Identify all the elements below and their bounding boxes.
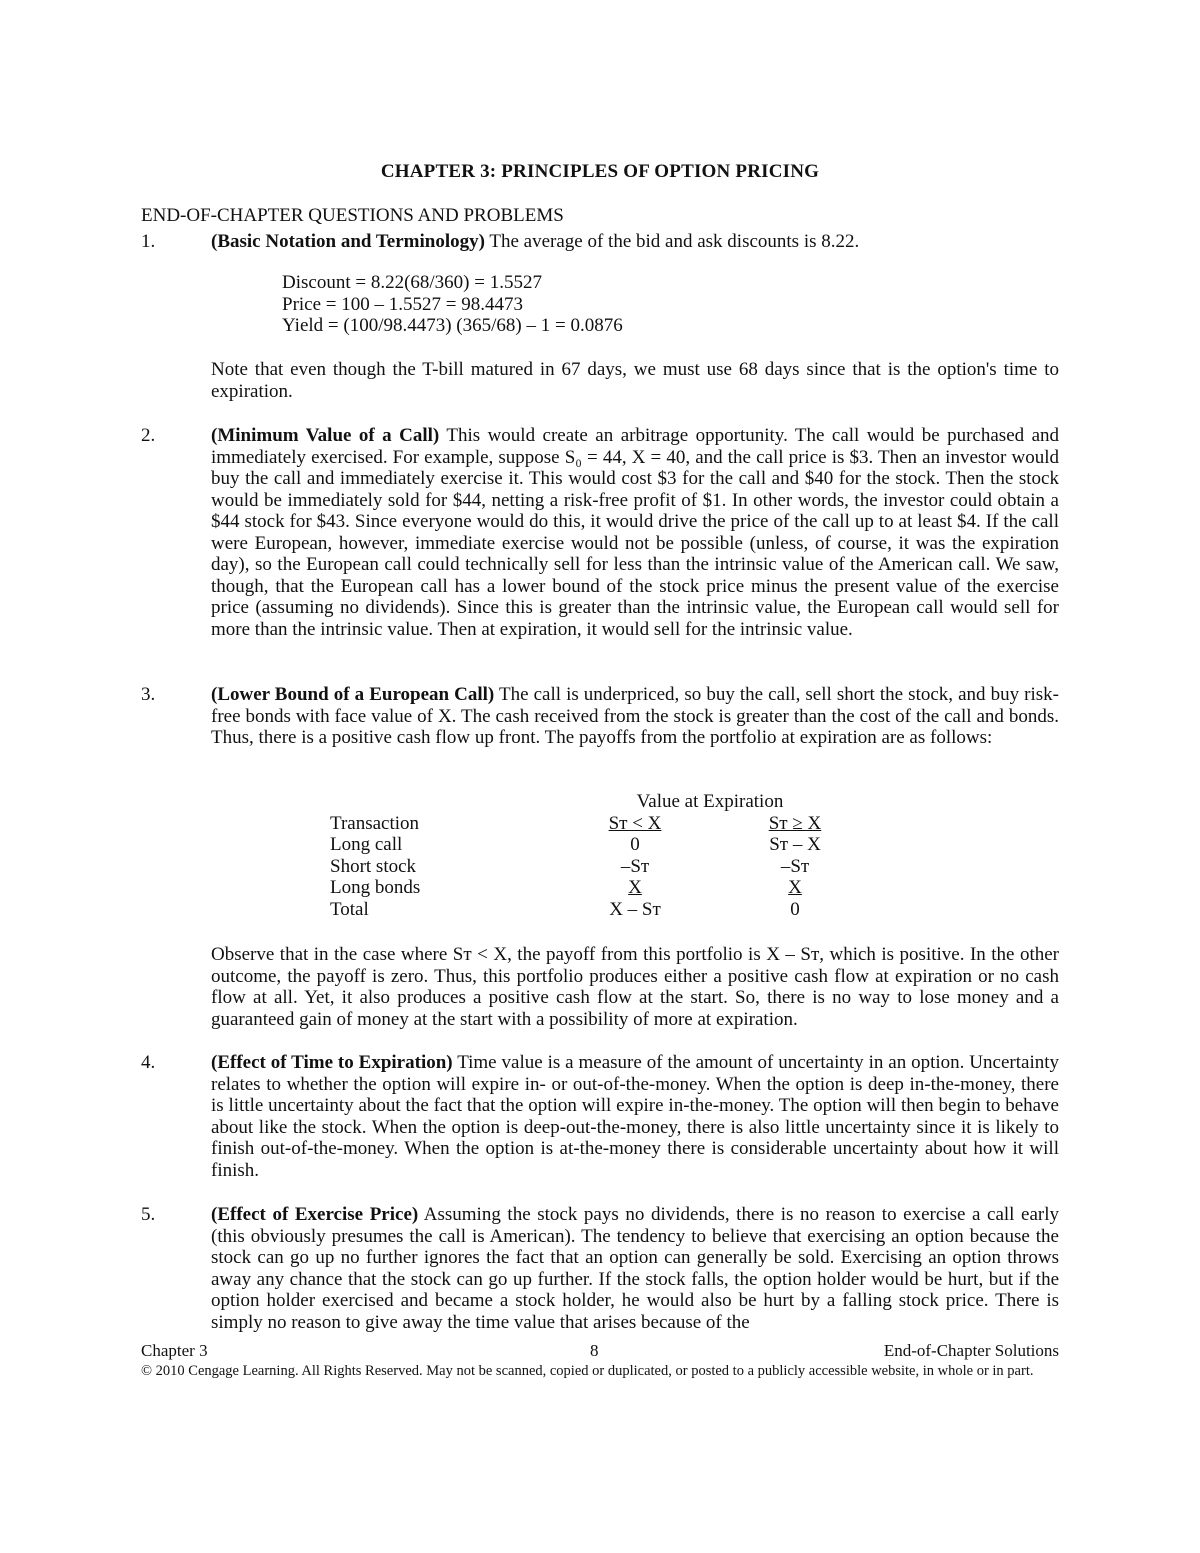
- question-body: [211, 1204, 1059, 1333]
- question-body: [211, 231, 1059, 253]
- table-cell: Sᴛ – X: [769, 834, 821, 855]
- question-number: 1.: [141, 231, 156, 252]
- page-title: CHAPTER 3: PRINCIPLES OF OPTION PRICING: [380, 161, 820, 182]
- question-text: Assuming the stock pays no dividends, there is no reason to exercise a call early (this obviously presumes the call is American). The tendency to believe that exercising an option because the stock can go up no further ignores the fact that an option can generally be sold. Exercising an option throws away any chance that the stock can go up further. If the stock falls, the option holder would be hurt, but if the option holder exercised and became a stock holder, he would also be hurt by a falling stock price. There is simply no reason to give away the time value that arises because of the: [211, 1204, 1060, 1333]
- section-heading: END-OF-CHAPTER QUESTIONS AND PROBLEMS: [141, 205, 564, 226]
- question-heading: (Effect of Exercise Price): [211, 1204, 419, 1225]
- calculation-block: [282, 272, 623, 337]
- header-below-strike: Sᴛ < X: [608, 812, 662, 834]
- calc-line: Price = 100 – 1.5527 = 98.4473: [282, 293, 523, 315]
- question-text: The average of the bid and ask discounts is 8.22.: [484, 231, 860, 252]
- question-number: 2.: [141, 425, 156, 446]
- question-number: 5.: [141, 1204, 156, 1225]
- footer-title: End-of-Chapter Solutions: [883, 1341, 1059, 1360]
- page-number: 8: [590, 1341, 599, 1360]
- table-cell: Long bonds: [330, 877, 421, 898]
- table-cell: –Sᴛ: [780, 855, 810, 877]
- footer-chapter: Chapter 3: [141, 1341, 208, 1360]
- table-cell: 0: [790, 898, 800, 920]
- table-cell: Total: [330, 898, 369, 920]
- question-heading: (Basic Notation and Terminology): [211, 231, 485, 252]
- table-cell: X: [628, 877, 642, 898]
- table-cell: X – Sᴛ: [609, 898, 661, 920]
- calc-line: Yield = (100/98.4473) (365/68) – 1 = 0.0876: [282, 315, 623, 336]
- question-1-note: Note that even though the T-bill matured in 67 days, we must use 68 days since that is the option's time to expiration.: [211, 359, 1059, 402]
- table-cell: Short stock: [330, 855, 417, 877]
- calc-line: Discount = 8.22(68/360) = 1.5527: [282, 272, 542, 293]
- question-number: 3.: [141, 684, 156, 705]
- question-text: The call is underpriced, so buy the call, sell short the stock, and buy risk-free bonds with face value of X. The cash received from the stock is greater than the cost of the call and bonds. Thus, there is a positive cash flow up front. The payoffs from the portfolio at expiration are as follows:: [211, 684, 1059, 748]
- table-cell: Long call: [330, 834, 403, 855]
- question-text: Time value is a measure of the amount of uncertainty in an option. Uncertainty relates to whether the option will expire in- or out-of-the-money. When the option is deep in-the-money, there is little uncertainty about the fact that the option will expire in-the-money. The option will then begin to behave about like the stock. When the option is deep-out-the-money, there is also little uncertainty since it is likely to finish out-of-the-money. When the option is at-the-money there is considerable uncertainty about how it will finish.: [211, 1052, 1059, 1181]
- header-above-strike: Sᴛ ≥ X: [768, 812, 822, 834]
- table-cell: –Sᴛ: [620, 855, 650, 877]
- question-heading: (Effect of Time to Expiration): [211, 1052, 453, 1073]
- table-cell: 0: [630, 834, 640, 855]
- table-header-row: [330, 813, 870, 835]
- question-number: 4.: [141, 1052, 156, 1073]
- copyright-notice: © 2010 Cengage Learning. All Rights Reserved. May not be scanned, copied or duplicated, or posted to a publicly accessible website, in whole or in part.: [141, 1363, 1034, 1379]
- table-row: [330, 834, 870, 856]
- question-body: [211, 425, 1059, 640]
- table-row: [330, 877, 870, 899]
- table-group-header-row: [330, 791, 870, 813]
- header-transaction: Transaction: [330, 812, 420, 834]
- question-body: [211, 1052, 1059, 1181]
- question-body: [211, 684, 1059, 749]
- payoff-table: [330, 791, 870, 920]
- question-heading: (Lower Bound of a European Call): [211, 684, 495, 705]
- table-cell: X: [788, 877, 802, 898]
- table-row: [330, 899, 870, 921]
- question-text: This would create an arbitrage opportunity. The call would be purchased and immediately exercised. For example, suppose S₀ = 44, X = 40, and the call price is $3. Then an investor would buy the call and immediately exercise it. This would cost $3 for the call and $40 for the stock. Then the stock would be immediately sold for $44, netting a risk-free profit of $1. In other words, the investor could obtain a $44 stock for $43. Since everyone would do this, it would drive the price of the call up to at least $4. If the call were European, however, immediate exercise would not be possible (unless, of course, it was the expiration day), so the European call could technically sell for less than the intrinsic value of the American call. We saw, though, that the European call has a lower bound of the stock price minus the present value of the exercise price (assuming no dividends). Since this is greater than the intrinsic value, the European call would sell for more than the intrinsic value. Then at expiration, it would sell for the intrinsic value.: [211, 425, 1060, 640]
- table-row: [330, 856, 870, 878]
- group-header: Value at Expiration: [636, 791, 784, 812]
- question-heading: (Minimum Value of a Call): [211, 425, 440, 446]
- question-3-note: Observe that in the case where Sᴛ < X, the payoff from this portfolio is X – Sᴛ, which is positive. In the other outcome, the payoff is zero. Thus, this portfolio produces either a positive cash flow at expiration or no cash flow at all. Yet, it also produces a positive cash flow at the start. So, there is no way to lose money and a guaranteed gain of money at the start with a possibility of more at expiration.: [211, 944, 1059, 1030]
